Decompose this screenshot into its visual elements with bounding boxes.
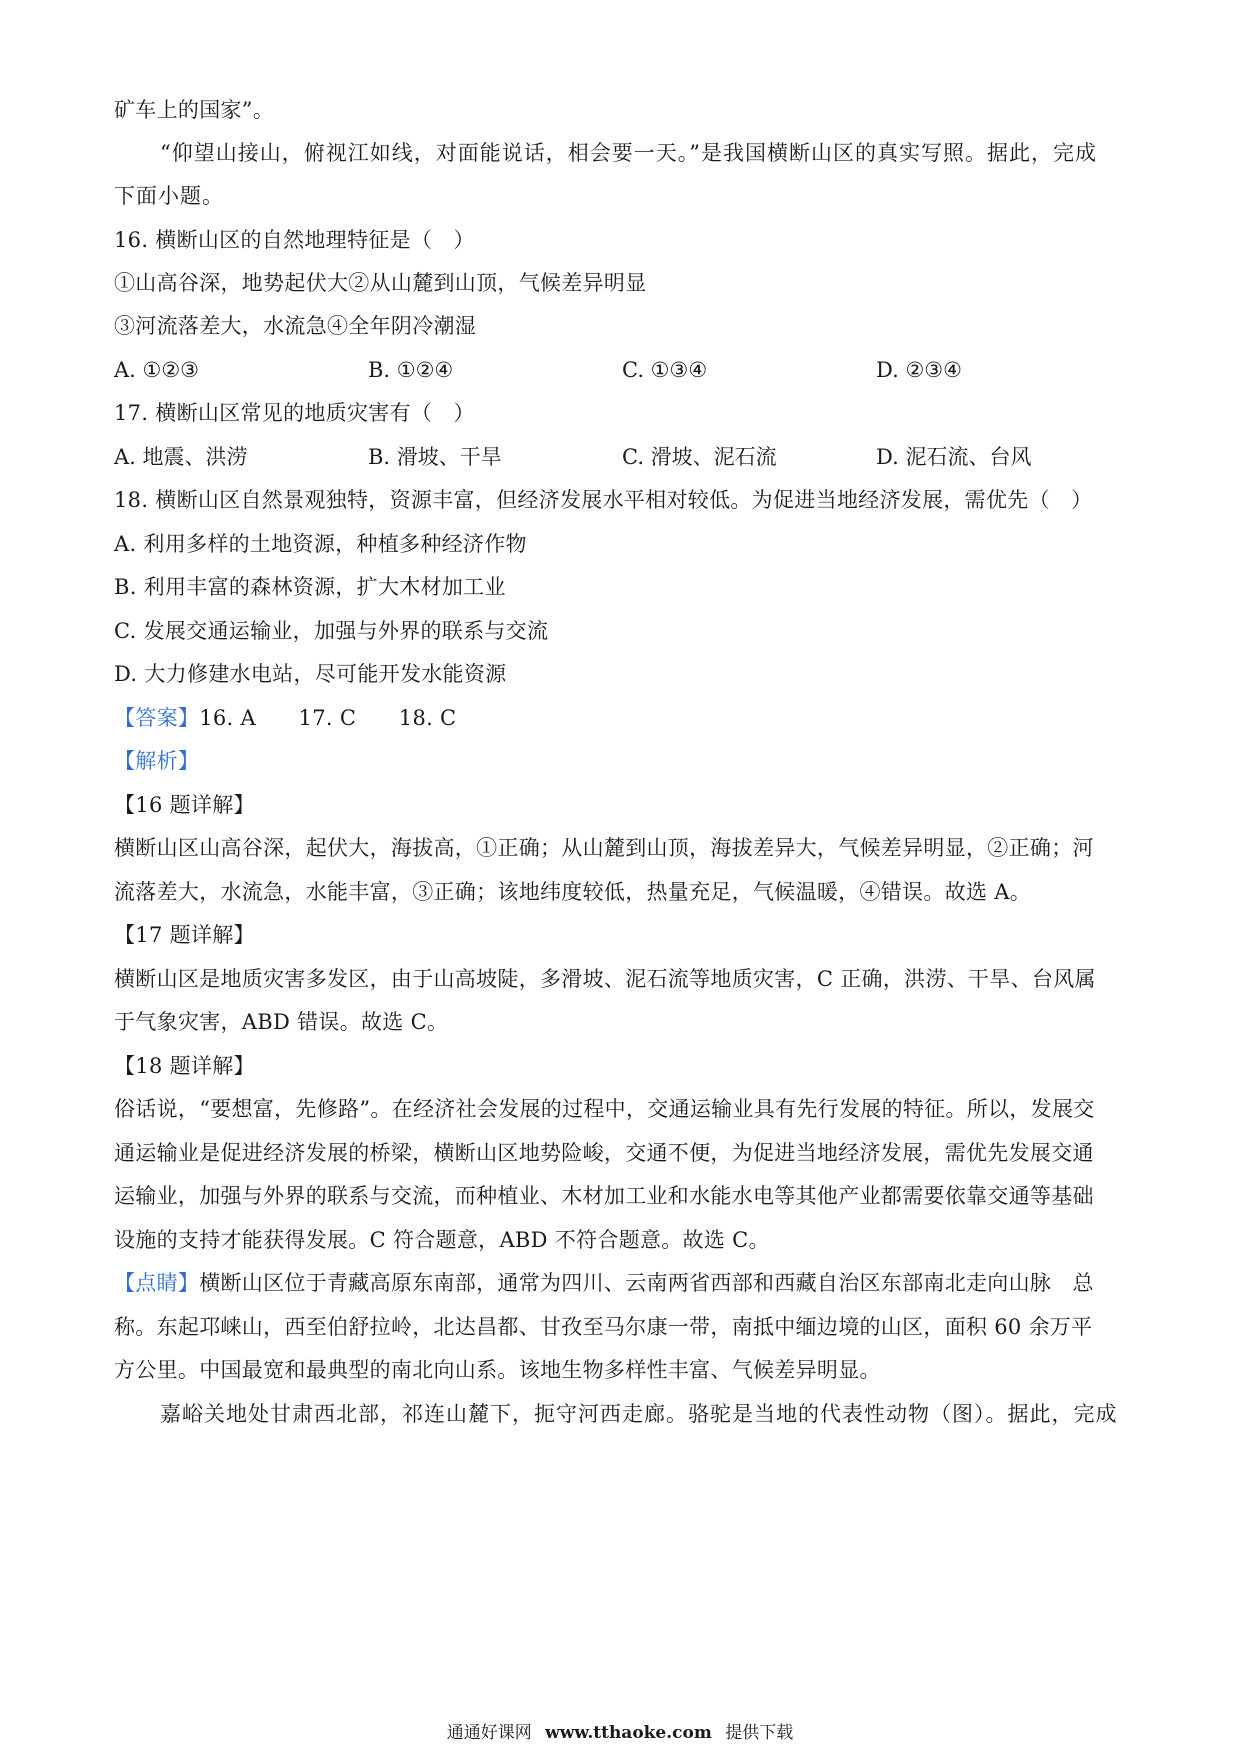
- question-16-statement: ③河流落差大，水流急④全年阴冷潮湿: [114, 314, 477, 338]
- detail-18-heading: 【18 题详解】: [114, 1054, 255, 1078]
- question-16-statement: ①山高谷深，地势起伏大②从山麓到山顶，气候差异明显: [114, 271, 647, 295]
- key-point-line: [114, 1269, 1094, 1297]
- analysis-tag: 【解析】: [114, 749, 200, 773]
- answer-line: [114, 704, 456, 732]
- answer-text: 16. A 17. C 18. C: [199, 706, 457, 730]
- question-17: 17. 横断山区常见的地质灾害有（ ）: [114, 401, 475, 425]
- question-16-option-b: B. ①②④: [368, 358, 454, 382]
- next-passage-intro: 嘉峪关地处甘肃西北部，祁连山麓下，扼守河西走廊。骆驼是当地的代表性动物（图）。据此，完成: [160, 1402, 1118, 1426]
- passage-intro: “仰望山接山，俯视江如线，对面能说话，相会要一天。”是我国横断山区的真实写照。据此，完成: [160, 141, 1097, 165]
- question-18: 18. 横断山区自然景观独特，资源丰富，但经济发展水平相对较低。为促进当地经济发展，需优先（ ）: [114, 488, 1093, 512]
- question-16-option-a: A. ①②③: [114, 358, 199, 382]
- question-17-option-b: B. 滑坡、干旱: [368, 445, 502, 469]
- question-17-option-d: D. 泥石流、台风: [876, 445, 1032, 469]
- question-18-option-b: B. 利用丰富的森林资源，扩大木材加工业: [114, 575, 506, 599]
- question-16-option-c: C. ①③④: [622, 358, 708, 382]
- detail-18-text: 俗话说，“要想富，先修路”。在经济社会发展的过程中，交通运输业具有先行发展的特征。所以，发展交: [114, 1097, 1095, 1121]
- detail-17-heading: 【17 题详解】: [114, 923, 255, 947]
- key-point-text: 横断山区位于青藏高原东南部，通常为四川、云南两省西部和西藏自治区东部南北走向山脉 总: [199, 1271, 1094, 1295]
- question-16: 16. 横断山区的自然地理特征是（ ）: [114, 228, 475, 252]
- detail-16-text: 横断山区山高谷深，起伏大，海拔高，①正确；从山麓到山顶，海拔差异大，气候差异明显，②正确；河: [114, 836, 1094, 860]
- footer-site-name: 通通好课网: [446, 1723, 532, 1743]
- question-18-option-d: D. 大力修建水电站，尽可能开发水能资源: [114, 662, 507, 686]
- detail-18-text: 运输业，加强与外界的联系与交流，而种植业、木材加工业和水能水电等其他产业都需要依靠交通等基础: [114, 1184, 1094, 1208]
- key-point-text: 方公里。中国最宽和最典型的南北向山系。该地生物多样性丰富、气候差异明显。: [114, 1358, 881, 1382]
- footer-url-link[interactable]: www.tthaoke.com: [545, 1723, 712, 1743]
- detail-16-text: 流落差大，水流急，水能丰富，③正确；该地纬度较低，热量充足，气候温暖，④错误。故选 A。: [114, 880, 1032, 904]
- footer-suffix: 提供下载: [725, 1723, 794, 1743]
- page-footer: [0, 1722, 1240, 1744]
- detail-18-text: 设施的支持才能获得发展。C 符合题意，ABD 不符合题意。故选 C。: [114, 1228, 770, 1252]
- answer-tag: 【答案】: [114, 706, 200, 730]
- detail-16-heading: 【16 题详解】: [114, 793, 255, 817]
- question-16-option-d: D. ②③④: [876, 358, 962, 382]
- question-17-option-a: A. 地震、洪涝: [114, 445, 248, 469]
- key-point-tag: 【点睛】: [114, 1271, 200, 1295]
- question-18-option-a: A. 利用多样的土地资源，种植多种经济作物: [114, 532, 527, 556]
- detail-17-text: 横断山区是地质灾害多发区，由于山高坡陡，多滑坡、泥石流等地质灾害，C 正确，洪涝、干旱、台风属: [114, 967, 1096, 991]
- passage-intro-cont: 下面小题。: [114, 184, 224, 208]
- text-line: 矿车上的国家”。: [114, 98, 275, 122]
- question-17-option-c: C. 滑坡、泥石流: [622, 445, 777, 469]
- question-18-option-c: C. 发展交通运输业，加强与外界的联系与交流: [114, 619, 549, 643]
- detail-18-text: 通运输业是促进经济发展的桥梁，横断山区地势险峻，交通不便，为促进当地经济发展，需优先发展交通: [114, 1141, 1094, 1165]
- key-point-text: 称。东起邛崃山，西至伯舒拉岭，北达昌都、甘孜至马尔康一带，南抵中缅边境的山区，面积 60 余万平: [114, 1315, 1093, 1339]
- detail-17-text: 于气象灾害，ABD 错误。故选 C。: [114, 1010, 449, 1034]
